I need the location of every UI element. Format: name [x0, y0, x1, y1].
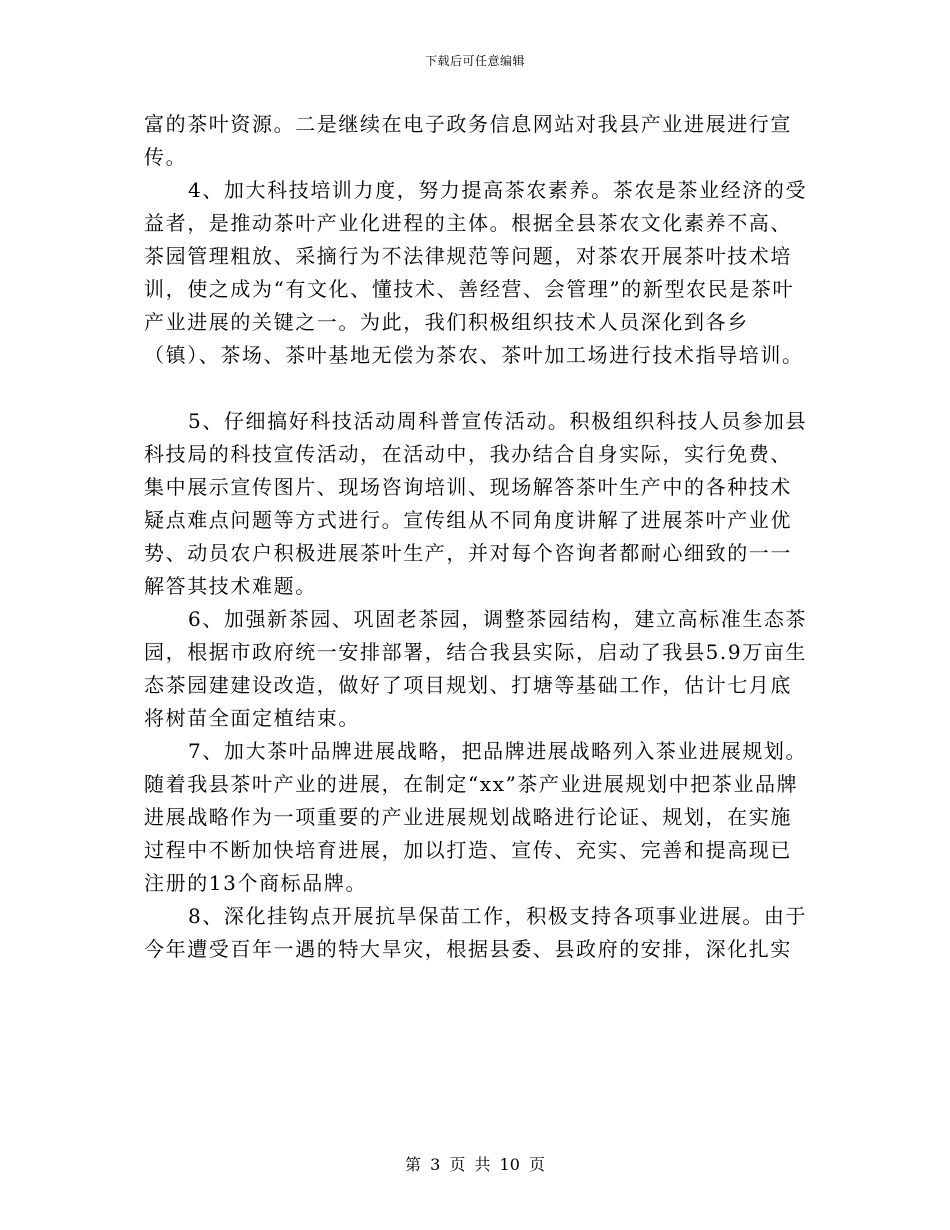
paragraph-item-4: 4、加大科技培训力度，努力提高茶农素养。茶农是茶业经济的受益者，是推动茶叶产业化进程的主体。根据全县茶农文化素养不高、茶园管理粗放、采摘行为不法律规范等问题，对茶农开展茶叶技术培训，使之成为“有文化、懂技术、善经营、会管理”的新型农民是茶叶产业进展的关键之一。为此，我们积极组织技术人员深化到各乡（镇）、茶场、茶叶基地无偿为茶农、茶叶加工场进行技术指导培训。 — [144, 178, 808, 367]
paragraph-continuation: 富的茶叶资源。二是继续在电子政务信息网站对我县产业进展进行宣传。 — [144, 112, 792, 169]
page-header: 下载后可任意编辑 — [424, 54, 525, 68]
paragraph-item-7: 7、加大茶叶品牌进展战略，把品牌进展战略列入茶业进展规划。随着我县茶叶产业的进展，在制定“xx”茶产业进展规划中把茶业品牌进展战略作为一项重要的产业进展规划战略进行论证、规划，在实施过程中不断加快培育进展，加以打造、宣传、充实、完善和提高现已注册的13个商标品牌。 — [144, 739, 808, 895]
page-number-footer: 第 3 页 共 10 页 — [405, 1155, 545, 1174]
paragraph-item-6: 6、加强新茶园、巩固老茶园，调整茶园结构，建立高标准生态茶园，根据市政府统一安排部署，结合我县实际，启动了我县5.9万亩生态茶园建建设改造，做好了项目规划、打塘等基础工作，估计七月底将树苗全面定植结束。 — [144, 607, 808, 730]
document-body — [144, 108, 808, 966]
paragraph-item-8: 8、深化挂钩点开展抗旱保苗工作，积极支持各项事业进展。由于今年遭受百年一遇的特大旱灾，根据县委、县政府的安排，深化扎实 — [144, 904, 808, 961]
paragraph-item-5: 5、仔细搞好科技活动周科普宣传活动。积极组织科技人员参加县科技局的科技宣传活动，在活动中，我办结合自身实际，实行免费、集中展示宣传图片、现场咨询培训、现场解答茶叶生产中的各种技术疑点难点问题等方式进行。宣传组从不同角度讲解了进展茶叶产业优势、动员农户积极进展茶叶生产，并对每个咨询者都耐心细致的一一解答其技术难题。 — [144, 409, 808, 598]
